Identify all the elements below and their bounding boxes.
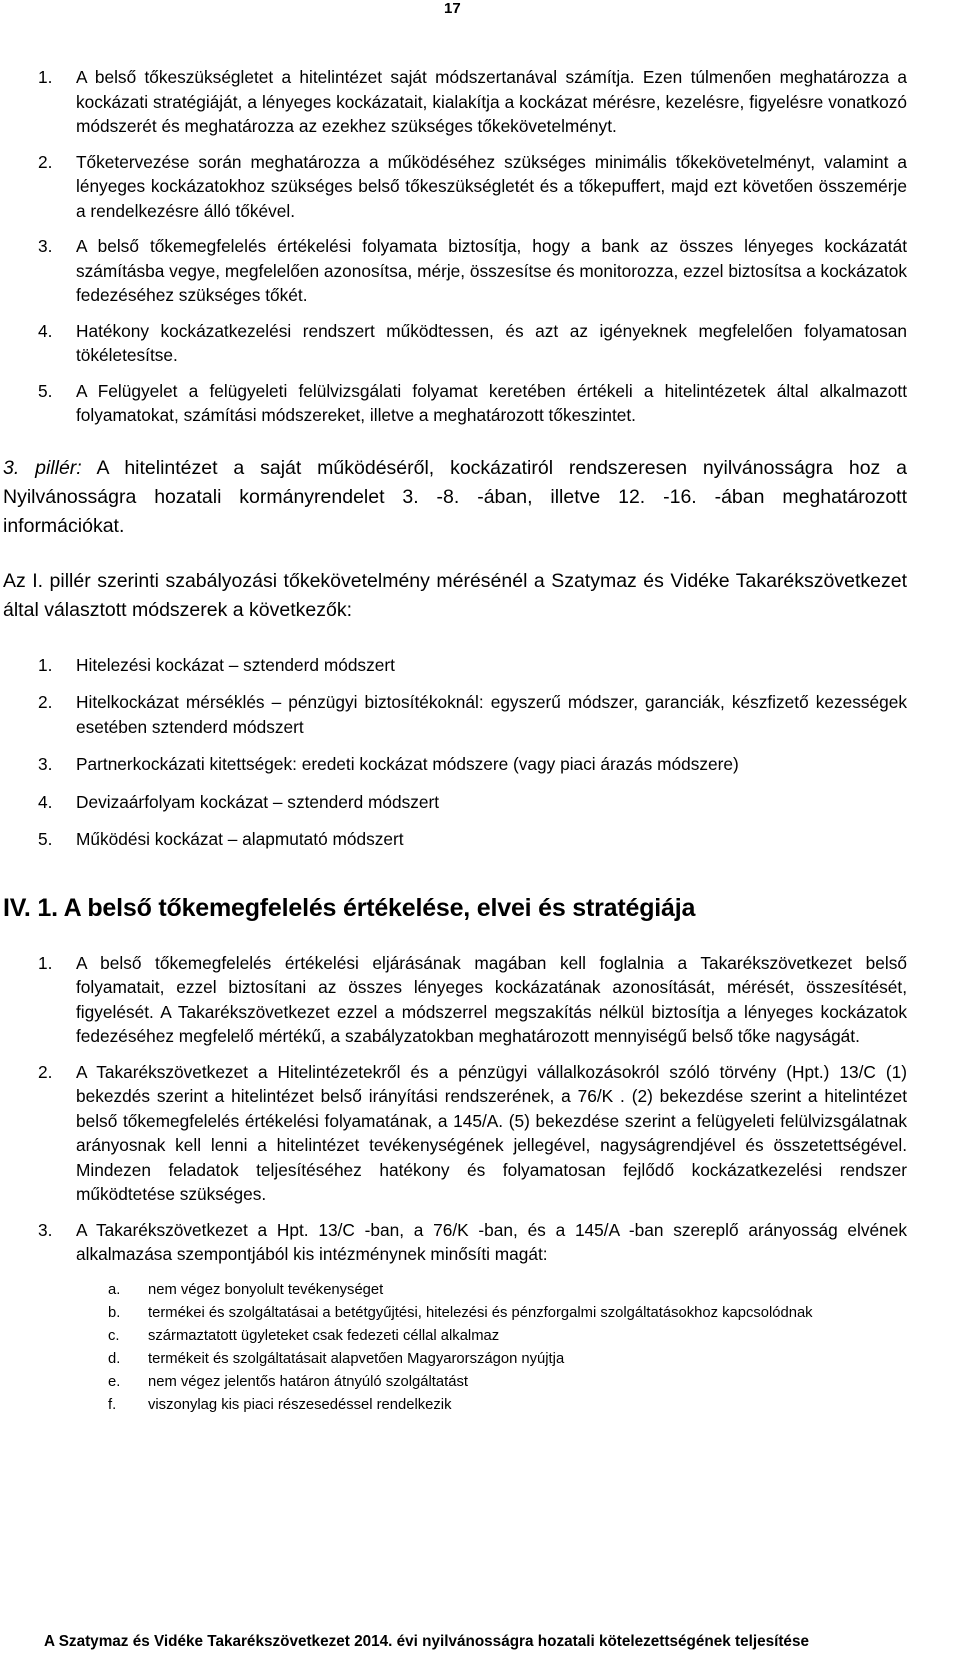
list-item — [3, 1060, 907, 1207]
list-item — [3, 1218, 907, 1267]
list-item — [3, 1279, 907, 1302]
list-number: 2. — [38, 692, 53, 712]
list-number: 3. — [38, 1219, 53, 1240]
list-item — [3, 1302, 907, 1325]
list-text: Devizaárfolyam kockázat – sztenderd módszert — [76, 791, 440, 812]
list-number: 3. — [38, 754, 53, 774]
list-item — [3, 150, 907, 224]
list-text: A Takarékszövetkezet a Hpt. 13/C -ban, a 76/K -ban, és a 145/A -ban szereplő arányosság elvének alkalmazása szempontjából kis intézménynek minősíti magát: — [76, 1219, 907, 1264]
document-body — [3, 65, 907, 1417]
list-text: termékei és szolgáltatásai a betétgyűjtési, hitelezési és pénzforgalmi szolgáltatásokhoz kapcsolódnak — [148, 1304, 813, 1321]
list-text: nem végez bonyolult tevékenységet — [148, 1281, 384, 1298]
list-number: 5. — [38, 380, 53, 401]
list-item — [3, 1371, 907, 1394]
list-text: termékeit és szolgáltatásait alapvetően Magyarországon nyújtja — [148, 1350, 565, 1367]
list-item — [3, 319, 907, 368]
list-letter: c. — [108, 1327, 120, 1344]
list-item — [3, 379, 907, 428]
list-letter: b. — [108, 1304, 121, 1321]
list-text: A Takarékszövetkezet a Hitelintézetekről és a pénzügyi vállalkozásokról szóló törvény (Hpt.) 13/C (1) bekezdés szerint a hitelintézet belső irányítási rendszerének, a 76/K . (2) bekezdése szerint a hitelintézet belső tőkemegfelelés értékelési folyamatának, a 145/A. (5) bekezdése szerint a felügyeleti felülvizsgálatnak arányosnak kell lenni a hitelintézet tevékenységének jellegével, nagyságrendjével és összetettségével. Mindezen feladatok teljesítéséhez hatékony és folyamatosan fejlődő kockázatkezelési rendszer működtetése szükséges. — [76, 1061, 907, 1204]
list-text: A belső tőkemegfelelés értékelési eljárásának magában kell foglalnia a Takarékszövetkezet belső folyamatait, ezzel biztosítani az összes lényeges kockázatának azonosítását, mérését, összesítését, figyelését. A Takarékszövetkezet ezzel a módszerrel megszakítás nélkül biztosítja a lényeges kockázatok fedezéséhez megfelelő mértékű, a szabályzatokban meghatározott mennyiségű belső tőke nagyságát. — [76, 952, 907, 1046]
list-item — [3, 234, 907, 308]
list-text: Hatékony kockázatkezelési rendszert működtessen, és azt az igényeknek megfelelően folyamatosan tökéletesítse. — [76, 320, 907, 365]
list-number: 5. — [38, 829, 53, 849]
list-item — [3, 1325, 907, 1348]
methods-lead-paragraph: Az I. pillér szerinti szabályozási tőkekövetelmény mérésénél a Szatymaz és Vidéke Takarékszövetkezet által választott módszerek a következők: — [3, 569, 907, 621]
list-item — [3, 1348, 907, 1371]
list-item — [3, 653, 907, 678]
section-heading: IV. 1. A belső tőkemegfelelés értékelése, elvei és stratégiája — [3, 893, 696, 922]
list-item — [3, 752, 907, 777]
list-item — [3, 690, 907, 739]
list-number: 1. — [38, 952, 53, 973]
list-text: Hitelezési kockázat – sztenderd módszert — [76, 654, 395, 675]
list-number: 4. — [38, 320, 53, 341]
page-number: 17 — [444, 0, 461, 17]
list-text: Működési kockázat – alapmutató módszert — [76, 829, 404, 849]
list-number: 3. — [38, 236, 53, 256]
icaap-strategy-list — [3, 951, 907, 1267]
pillar-3-label: 3. pillér: — [3, 456, 82, 479]
list-text: Partnerkockázati kitettségek: eredeti kockázat módszere (vagy piaci árazás módszere) — [76, 754, 739, 774]
icaap-principles-list — [3, 65, 907, 428]
small-institution-criteria-list — [3, 1279, 907, 1417]
list-item — [3, 65, 907, 139]
list-number: 2. — [38, 151, 53, 172]
list-number: 2. — [38, 1061, 53, 1082]
list-letter: f. — [108, 1396, 117, 1413]
list-item — [3, 790, 907, 815]
pillar-3-text: A hitelintézet a saját működéséről, kockázatiról rendszeresen nyilvánosságra hoz a Nyilvánosságra hozatali kormányrendelet 3. -8. -ában, illetve 12. -16. -ában meghatározott információkat. — [3, 456, 907, 537]
list-number: 4. — [38, 791, 53, 812]
page-footer: A Szatymaz és Vidéke Takarékszövetkezet 2014. évi nyilvánosságra hozatali kötelezettségének teljesítése — [44, 1633, 809, 1650]
list-item — [3, 1394, 907, 1417]
list-text: nem végez jelentős határon átnyúló szolgáltatást — [148, 1373, 468, 1390]
list-text: Hitelkockázat mérséklés – pénzügyi biztosítékoknál: egyszerű módszer, garanciák, készfizető kezességek esetében sztenderd módszert — [76, 692, 907, 737]
list-letter: d. — [108, 1350, 121, 1367]
list-text: Tőketervezése során meghatározza a működéséhez szükséges minimális tőkekövetelményt, valamint a lényeges kockázatokhoz szükséges belső tőkeszükségletét és a tőkepuffert, majd ezt követően összemérje a rendelkezésre álló tőkével. — [76, 151, 907, 221]
list-text: származtatott ügyleteket csak fedezeti céllal alkalmaz — [148, 1327, 500, 1344]
list-letter: e. — [108, 1373, 121, 1390]
list-text: A Felügyelet a felügyeleti felülvizsgálati folyamat keretében értékeli a hitelintézetek által alkalmazott folyamatokat, számítási módszereket, illetve a meghatározott tőkeszintet. — [76, 380, 907, 425]
methods-list — [3, 653, 907, 852]
list-text: viszonylag kis piaci részesedéssel rendelkezik — [148, 1396, 452, 1413]
list-number: 1. — [38, 654, 53, 675]
list-letter: a. — [108, 1281, 121, 1298]
list-item — [3, 827, 907, 852]
list-item — [3, 951, 907, 1049]
pillar-3-paragraph — [3, 454, 907, 541]
list-text: A belső tőkeszükségletet a hitelintézet saját módszertanával számítja. Ezen túlmenően meghatározza a kockázati stratégiáját, a lényeges kockázatait, kialakítja a kockázat mérésre, kezelésre, figyelésre vonatkozó módszerét és meghatározza az ezekhez szükséges tőkekövetelményt. — [76, 67, 907, 136]
list-text: A belső tőkemegfelelés értékelési folyamata biztosítja, hogy a bank az összes lényeges kockázatát számításba vegye, megfelelően azonosítsa, mérje, összesítse és monitorozza, ezzel biztosítsa a kockázatok fedezéséhez szükséges tőkét. — [76, 236, 907, 305]
list-number: 1. — [38, 67, 53, 87]
